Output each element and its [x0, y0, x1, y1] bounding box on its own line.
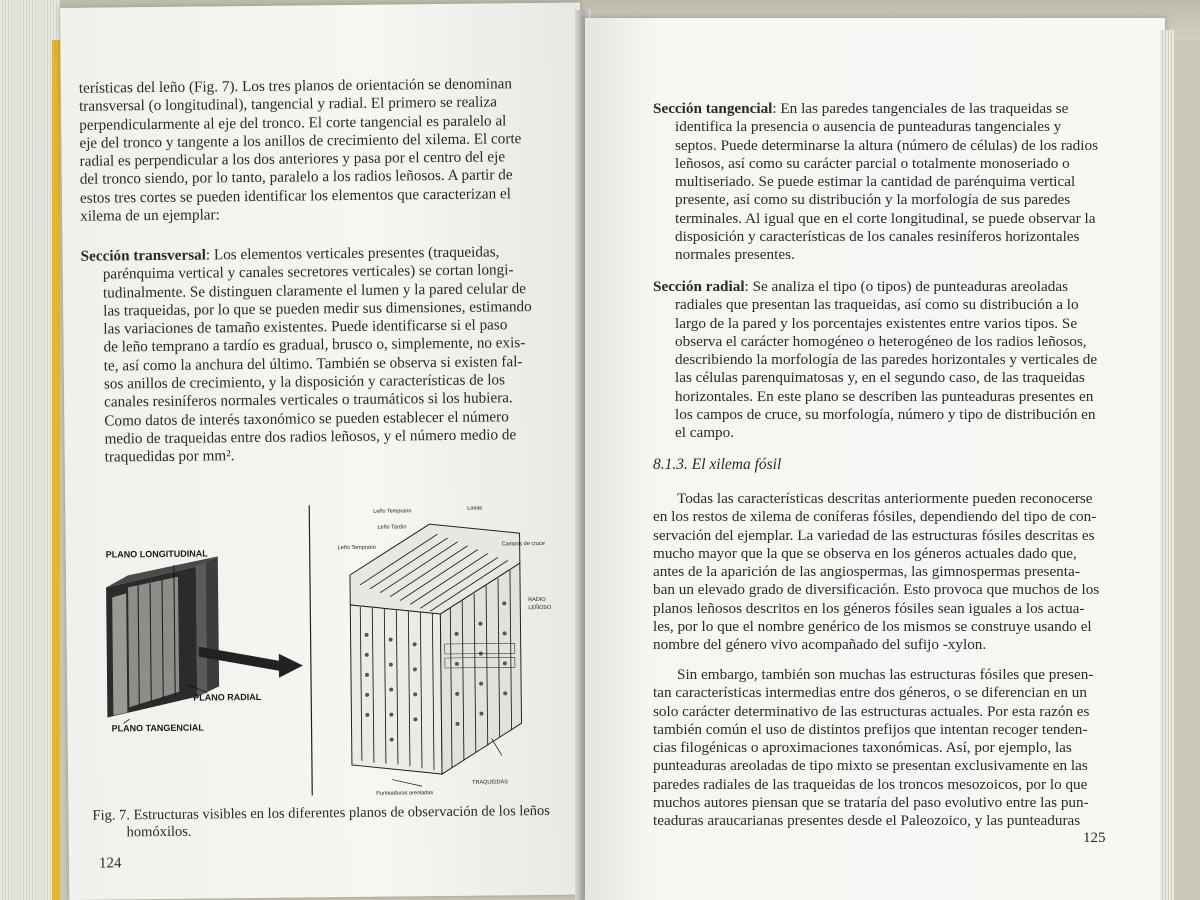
- text-line: canales resiníferos normales verticales o traumáticos si los hubiera.: [104, 389, 513, 411]
- radial-section: [653, 278, 1113, 443]
- section-heading: Sección tangencial: [653, 100, 773, 117]
- transversal-section: [81, 243, 555, 467]
- text-line: servación del ejemplar. La variedad de las estructuras fósiles descritas es: [653, 526, 1095, 544]
- text-line: mucho mayor que la que se observa en los géneros actuales dado que,: [653, 544, 1077, 562]
- intro-paragraph: [79, 75, 553, 226]
- wood-diagram: [87, 493, 560, 808]
- text-line: largo de la pared y los porcentajes existentes entre varios tipos. Se: [675, 314, 1078, 332]
- text-line: observa el carácter homogéneo o heterogéneo de los radios leñosos,: [675, 332, 1087, 350]
- text-line: las células parenquimatosas y, en el segundo caso, de las traqueidas: [675, 369, 1085, 387]
- text-line: en los restos de xilema de coníferas fósiles, dependiendo del tipo de con-: [653, 508, 1097, 526]
- text-line: traquedidas por mm².: [104, 447, 235, 466]
- text-line: el campo.: [675, 424, 735, 442]
- text-line: terísticas del leño (Fig. 7). Los tres planos de orientación se denominan: [78, 75, 513, 97]
- text-line: paredes radiales de las traqueidas de los troncos mesozoicos, por lo que: [653, 775, 1088, 793]
- right-page-stack: [1160, 30, 1174, 900]
- text-line: eje del tronco y tangente a los anillos de crecimiento del xilema. El corte: [79, 130, 522, 152]
- text-line: multiseriado. Se puede estimar la cantidad de parénquima vertical: [675, 173, 1076, 191]
- text-line: describiendo la morfología de las paredes horizontales y verticales de: [675, 351, 1098, 369]
- text-line: radial es perpendicular a los dos anteriores y pasa por el centro del eje: [79, 148, 506, 170]
- text-line: del tronco siendo, por lo tanto, paralelo a los radios leñosos. A partir de: [79, 166, 513, 189]
- text-line: identifica la presencia o ausencia de punteaduras tangenciales y: [675, 118, 1062, 136]
- text-line: Sin embargo, también son muchas las estructuras fósiles que presen-: [677, 666, 1094, 683]
- text-line: ban un elevado grado de diversificación. Esto provoca que muchos de los: [653, 581, 1100, 599]
- label-radio: RADIO: [528, 596, 546, 604]
- label-plano-radial: PLANO RADIAL: [193, 691, 262, 703]
- text-line: punteaduras areoladas de tipo mixto se presentan exclusivamente en las: [653, 757, 1088, 775]
- text-span: : Se analiza el tipo (o tipos) de punteaduras areoladas: [744, 278, 1069, 295]
- text-line: las traqueidas, por lo que se pueden medir sus dimensiones, estimando: [103, 297, 532, 320]
- caption-line: Fig. 7. Estructuras visibles en los diferentes planos de observación de los leños: [92, 802, 550, 824]
- text-line: parénquima vertical y canales secretores verticales) se cortan longi-: [102, 261, 514, 283]
- text-line: radiales que presentan las traqueidas, así como su distribución a lo: [675, 296, 1079, 314]
- label-lenoso: LEÑOSO: [528, 604, 552, 612]
- section-title: 8.1.3. El xilema fósil: [653, 456, 782, 473]
- label-traqueidas: TRAQUEIDAS: [472, 779, 508, 786]
- text-line: septos. Puede determinarse la altura (número de células) de los radios: [675, 136, 1098, 154]
- book-cover-edge: [52, 40, 60, 900]
- text-line: Todas las características descritas anteriormente pueden reconocerse: [677, 490, 1093, 507]
- text-line: las variaciones de tamaño existentes. Puede identificarse si el paso: [103, 316, 508, 338]
- text-line: perpendicularmente al eje del tronco. El corte tangencial es paralelo al: [79, 111, 507, 134]
- text-line: transversal (o longitudinal), tangencial y radial. El primero se realiza: [78, 93, 498, 116]
- text-line: Como datos de interés taxonómico se pueden establecer el número: [104, 407, 509, 430]
- text-span: : En las paredes tangenciales de las traqueidas se: [772, 100, 1069, 117]
- caption-line: homóxilos.: [126, 823, 192, 841]
- tangencial-section: [653, 100, 1113, 265]
- text-line: sos anillos de crecimiento, y la disposición y características de los: [103, 371, 506, 393]
- text-line: [653, 100, 1113, 118]
- label-punteaduras-areoladas: Punteaduras areoladas: [376, 790, 434, 797]
- label-leno-temprano: Leño Temprano: [373, 508, 412, 515]
- text-line: los campos de cruce, su morfología, número y tipo de distribución en: [675, 406, 1096, 424]
- text-span: : Los elementos verticales presentes (traqueidas,: [205, 243, 500, 264]
- text-line: cias filogénicas o aproximaciones taxonómicas. Así, por ejemplo, las: [653, 739, 1072, 757]
- text-line: de leño temprano a tardío es gradual, brusco o, simplemente, no exis-: [103, 334, 526, 357]
- page-number-left: 124: [98, 855, 122, 872]
- label-leno-temprano-2: Leño Temprano: [337, 544, 376, 552]
- label-campos-de-cruce: Campos de cruce: [501, 540, 545, 548]
- text-line: también común el uso de distintos prefijos que intentan recoger tenden-: [653, 720, 1088, 738]
- left-page: [60, 3, 589, 900]
- label-plano-longitudinal: PLANO LONGITUDINAL: [105, 548, 208, 560]
- text-line: antes de la aparición de las angiospermas, las gimnospermas presenta-: [653, 563, 1080, 581]
- text-line: presente, así como su distribución y la morfología de sus paredes: [675, 191, 1071, 209]
- section-heading: Sección radial: [653, 278, 745, 295]
- right-page: [585, 18, 1165, 900]
- text-line: estos tres cortes se pueden identificar los elementos que caracterizan el: [79, 185, 512, 207]
- left-page-stack: [0, 0, 60, 900]
- text-line: terminales. Al igual que en el corte longitudinal, se puede observar la: [675, 209, 1096, 227]
- text-line: medio de traqueidas entre dos radios leñosos, y el número medio de: [104, 426, 517, 448]
- page-number-right: 125: [1083, 830, 1106, 846]
- label-plano-tangencial: PLANO TANGENCIAL: [111, 722, 204, 734]
- figure-7: [87, 493, 560, 808]
- label-leno-tardio: Leño Tardío: [377, 524, 407, 531]
- label-limite: Límite: [467, 505, 483, 512]
- text-line: leñosos, así como su carácter parcial o totalmente monoseriado o: [675, 154, 1070, 172]
- text-line: [653, 278, 1113, 296]
- text-line: planos leñosos descritos en los géneros fósiles sean iguales a los actua-: [653, 599, 1085, 617]
- text-line: normales presentes.: [675, 246, 795, 264]
- fossil-paragraph-1: [653, 490, 1113, 655]
- text-line: horizontales. En este plano se describen las punteaduras presentes en: [675, 387, 1094, 405]
- text-line: les, por lo que el nombre genérico de los mismos se construye usando el: [653, 618, 1092, 636]
- text-line: xilema de un ejemplar:: [80, 206, 220, 225]
- text-line: muchos autores piensan que se trataría del paso evolutivo entre las pun-: [653, 794, 1089, 812]
- text-line: disposición y características de los canales resiníferos horizontales: [675, 228, 1080, 246]
- section-heading: Sección transversal: [80, 246, 206, 265]
- text-line: tan características intermedias entre dos géneros, o se diferencian en un: [653, 684, 1087, 702]
- figure-caption: [92, 803, 562, 842]
- text-line: teaduras araucarianas presentes desde el Paleozoico, y las punteaduras: [653, 812, 1081, 830]
- text-line: te, así como la anchura del último. También se observa si existen fal-: [103, 352, 523, 375]
- fossil-paragraph-2: [653, 666, 1113, 831]
- text-line: solo carácter determinativo de las estructuras actuales. Por esta razón es: [653, 702, 1090, 720]
- text-line: tudinalmente. Se distinguen claramente el lumen y la pared celular de: [102, 279, 527, 302]
- text-line: nombre del género vivo acompañado del sufijo -xylon.: [653, 636, 987, 654]
